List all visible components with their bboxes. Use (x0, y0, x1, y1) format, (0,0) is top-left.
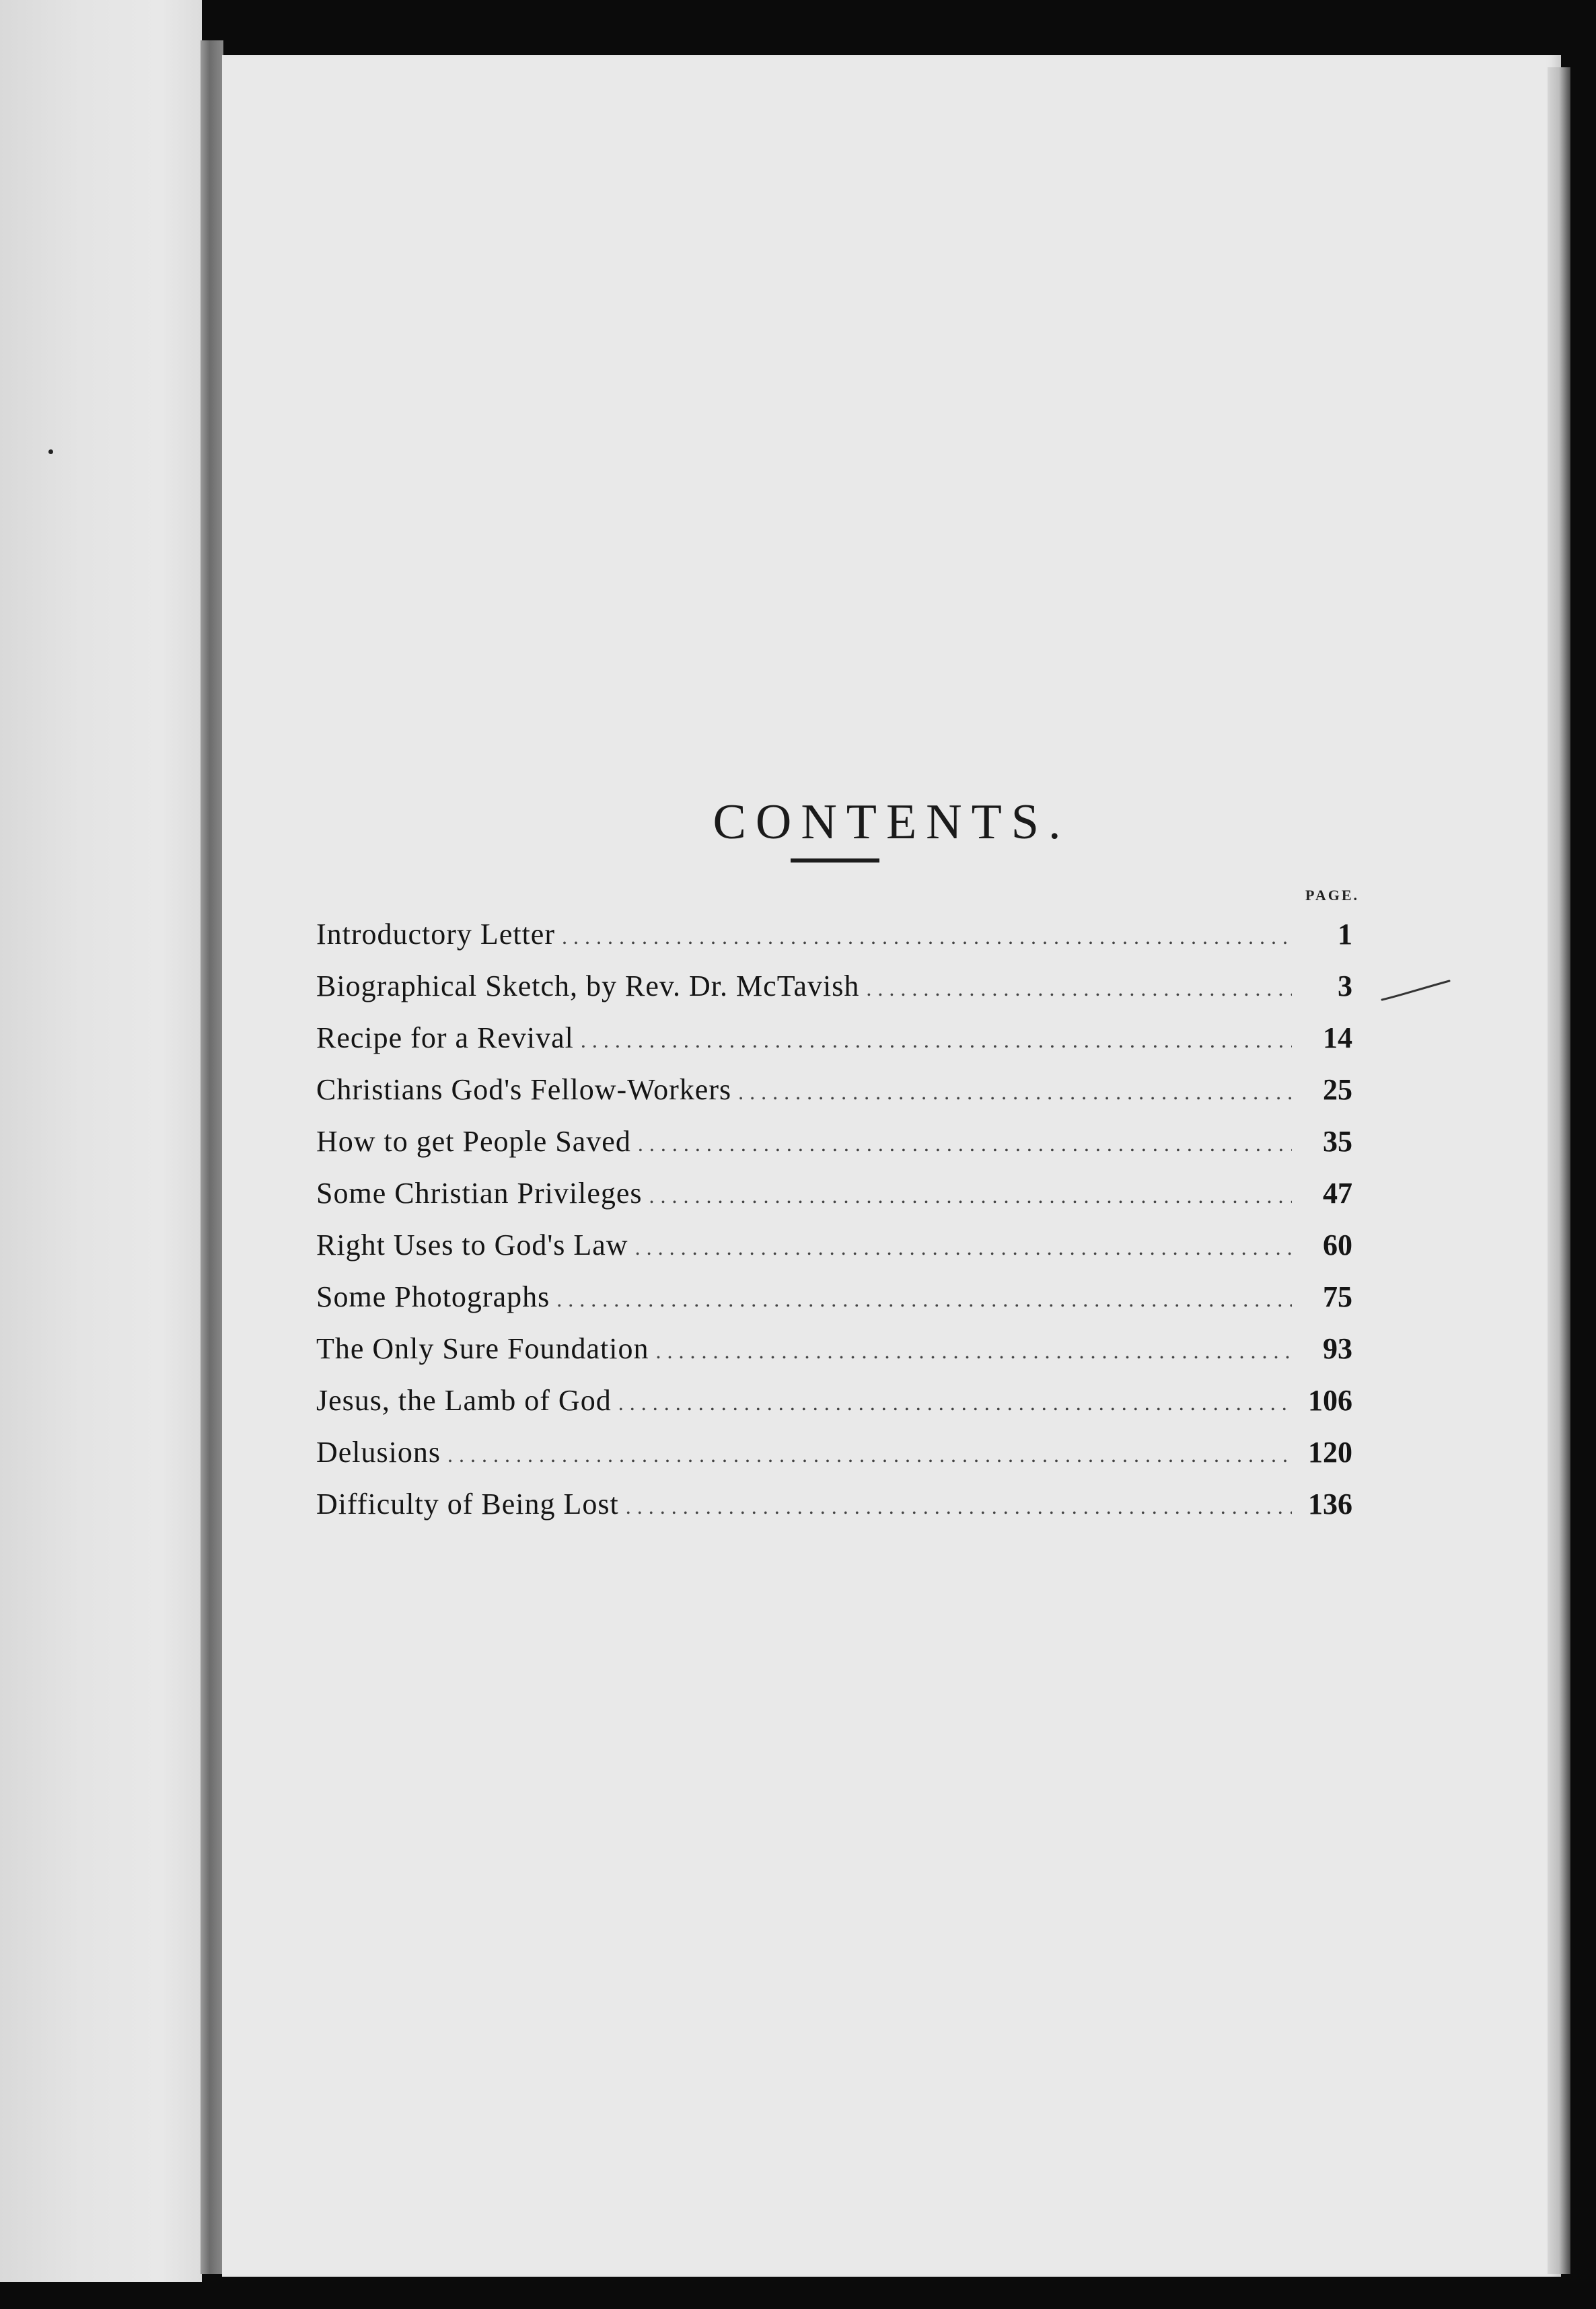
contents-title: CONTENTS. (713, 794, 1071, 850)
dot-leader (447, 1429, 1292, 1481)
toc-entry (316, 1478, 1352, 1530)
page-column-header: PAGE. (1305, 887, 1359, 904)
toc-entry-title: Christians God's Fellow-Workers (316, 1073, 732, 1106)
toc-entry (316, 1064, 1352, 1115)
table-of-contents (316, 908, 1352, 1530)
toc-entry-title: Delusions (316, 1436, 441, 1469)
toc-entry (316, 1271, 1352, 1323)
book-gutter (201, 40, 223, 2274)
pencil-check-mark (1379, 977, 1453, 1004)
toc-entry-title: Some Photographs (316, 1280, 550, 1313)
dot-leader (738, 1066, 1292, 1118)
toc-entry-page: 35 (1323, 1125, 1352, 1158)
toc-entry-title: Right Uses to God's Law (316, 1229, 628, 1261)
title-underline-rule (791, 858, 879, 863)
dust-speck (48, 449, 53, 454)
dot-leader (649, 1170, 1292, 1222)
toc-entry-page: 93 (1323, 1332, 1352, 1365)
dot-leader (866, 963, 1292, 1015)
toc-entry (316, 1426, 1352, 1478)
dot-leader (656, 1325, 1292, 1377)
toc-entry-page: 14 (1323, 1021, 1352, 1054)
toc-entry-page: 1 (1338, 918, 1352, 951)
toc-entry-page: 3 (1338, 969, 1352, 1002)
toc-entry (316, 1219, 1352, 1271)
dot-leader (618, 1377, 1292, 1429)
toc-entry (316, 908, 1352, 960)
toc-entry-title: Difficulty of Being Lost (316, 1488, 619, 1520)
toc-entry-page: 47 (1323, 1177, 1352, 1210)
right-page-edge (1548, 67, 1570, 2274)
toc-entry-page: 60 (1323, 1229, 1352, 1261)
toc-entry-title: How to get People Saved (316, 1125, 631, 1158)
toc-entry-page: 25 (1323, 1073, 1352, 1106)
toc-entry-page: 136 (1308, 1488, 1352, 1520)
toc-entry-page: 120 (1308, 1436, 1352, 1469)
dot-leader (556, 1274, 1292, 1325)
toc-entry (316, 1323, 1352, 1375)
toc-entry-title: Jesus, the Lamb of God (316, 1384, 612, 1417)
toc-entry (316, 1012, 1352, 1064)
toc-entry (316, 960, 1352, 1012)
toc-entry (316, 1115, 1352, 1167)
left-flyleaf (0, 0, 202, 2282)
toc-entry-title: Introductory Letter (316, 918, 555, 951)
dot-leader (638, 1118, 1292, 1170)
toc-entry-page: 106 (1308, 1384, 1352, 1417)
dot-leader (562, 911, 1292, 963)
toc-entry-title: Recipe for a Revival (316, 1021, 574, 1054)
dot-leader (635, 1222, 1292, 1274)
toc-entry-title: Biographical Sketch, by Rev. Dr. McTavish (316, 969, 860, 1002)
dot-leader (626, 1481, 1292, 1533)
toc-entry-title: The Only Sure Foundation (316, 1332, 649, 1365)
dot-leader (581, 1015, 1292, 1066)
toc-entry-title: Some Christian Privileges (316, 1177, 643, 1210)
toc-entry (316, 1167, 1352, 1219)
toc-entry (316, 1375, 1352, 1426)
toc-entry-page: 75 (1323, 1280, 1352, 1313)
